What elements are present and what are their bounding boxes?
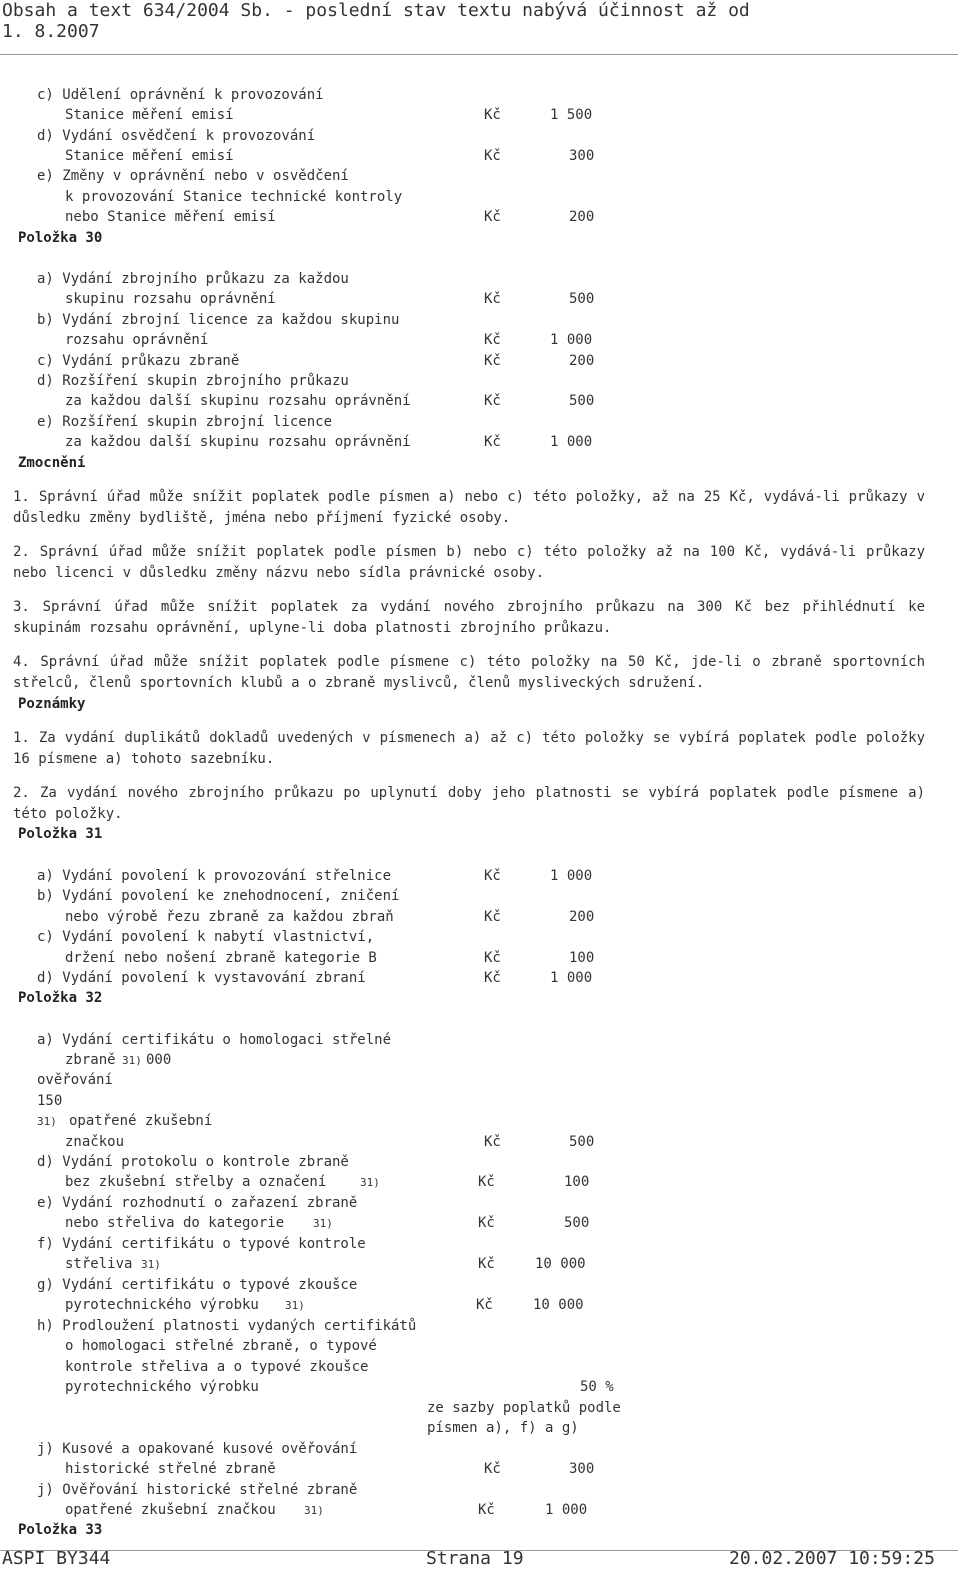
text-line: Kč [484, 107, 501, 123]
section-heading: Poznámky [18, 696, 86, 712]
text-line: 200 [569, 909, 595, 925]
text-line: značkou [65, 1134, 125, 1150]
text-line: d) Vydání protokolu o kontrole zbraně [37, 1154, 349, 1170]
text-line: e) Změny v oprávnění nebo v osvědčení [37, 168, 349, 184]
text-line: písmen a), f) a g) [427, 1420, 579, 1436]
text-line: nebo výrobě řezu zbraně za každou zbraň [65, 909, 394, 925]
text-line: a) Vydání povolení k provozování střelnice [37, 868, 392, 884]
text-line: Kč [484, 393, 501, 409]
text-line: Kč [484, 909, 501, 925]
text-line: 1 000 [550, 970, 593, 986]
text-line: Kč [484, 1134, 501, 1150]
text-line: 10 000 [533, 1297, 584, 1313]
text-line: pyrotechnického výrobku [65, 1297, 259, 1313]
text-line: 1 000 [550, 868, 593, 884]
section-heading: Položka 31 [18, 826, 103, 842]
text-line: f) Vydání certifikátu o typové kontrole [37, 1236, 366, 1252]
text-line: skupinu rozsahu oprávnění [65, 291, 276, 307]
text-line: nebo Stanice měření emisí [65, 209, 276, 225]
text-line: Kč [484, 868, 501, 884]
text-line: Kč [484, 209, 501, 225]
text-line: Kč [484, 332, 501, 348]
text-line: pyrotechnického výrobku [65, 1379, 259, 1395]
text-line: k provozování Stanice technické kontroly [65, 189, 403, 205]
header-date: 1. 8.2007 [2, 21, 100, 42]
text-line: 150 [37, 1093, 63, 1109]
text-line: Kč [478, 1256, 495, 1272]
text-line: Stanice měření emisí [65, 148, 234, 164]
text-line: j) Kusové a opakované kusové ověřování [37, 1441, 358, 1457]
text-line: 000 [146, 1052, 172, 1068]
footnote-ref: 31) [37, 1115, 57, 1128]
section-heading: Položka 33 [18, 1522, 103, 1538]
section-heading: Položka 30 [18, 230, 103, 246]
footnote-ref: 31) [304, 1504, 324, 1517]
text-line: 1 000 [545, 1502, 588, 1518]
text-line: 300 [569, 1461, 595, 1477]
text-line: g) Vydání certifikátu o typové zkoušce [37, 1277, 358, 1293]
text-line: držení nebo nošení zbraně kategorie B [65, 950, 377, 966]
text-line: 500 [564, 1215, 590, 1231]
text-line: b) Vydání zbrojní licence za každou skupinu [37, 312, 400, 328]
section-heading: Zmocnění [18, 455, 86, 471]
text-line: a) Vydání zbrojního průkazu za každou [37, 271, 349, 287]
paragraph: 2. Za vydání nového zbrojního průkazu po uplynutí doby jeho platnosti se vybírá poplatek podle písmene a) této položky. [13, 785, 925, 822]
text-line: c) Udělení oprávnění k provozování [37, 87, 324, 103]
text-line: 1 000 [550, 434, 593, 450]
text-line: kontrole střeliva a o typové zkoušce [65, 1359, 369, 1375]
paragraph: 3. Správní úřad může snížit poplatek za vydání nového zbrojního průkazu na 300 Kč bez přihlédnutí ke skupinám rozsahu oprávnění, uplyne-li doba platnosti zbrojního průkazu. [13, 599, 925, 636]
text-line: opatřené zkušební [69, 1113, 213, 1129]
text-line: 500 [569, 1134, 595, 1150]
text-line: bez zkušební střelby a označení [65, 1174, 327, 1190]
footer-timestamp: 20.02.2007 10:59:25 [729, 1548, 935, 1569]
text-line: za každou další skupinu rozsahu oprávnění [65, 434, 411, 450]
text-line: e) Rozšíření skupin zbrojní licence [37, 414, 333, 430]
footnote-ref: 31) [141, 1258, 161, 1271]
text-line: Kč [478, 1502, 495, 1518]
section-heading: Položka 32 [18, 990, 103, 1006]
text-line: d) Vydání osvědčení k provozování [37, 128, 316, 144]
text-line: 1 500 [550, 107, 593, 123]
text-line: Kč [484, 950, 501, 966]
text-line: ze sazby poplatků podle [427, 1400, 621, 1416]
text-line: o homologaci střelné zbraně, o typové [65, 1338, 377, 1354]
text-line: d) Vydání povolení k vystavování zbraní [37, 970, 366, 986]
text-line: opatřené zkušební značkou [65, 1502, 276, 1518]
text-line: e) Vydání rozhodnutí o zařazení zbraně [37, 1195, 358, 1211]
text-line: 500 [569, 291, 595, 307]
text-line: Kč [476, 1297, 493, 1313]
text-line: 100 [564, 1174, 590, 1190]
text-line: c) Vydání průkazu zbraně [37, 353, 240, 369]
text-line: Kč [484, 353, 501, 369]
text-line: ověřování [37, 1072, 113, 1088]
text-line: 100 [569, 950, 595, 966]
footnote-ref: 31) [360, 1176, 380, 1189]
text-line: Kč [484, 1461, 501, 1477]
footer-page-number: Strana 19 [426, 1548, 524, 1569]
text-line: Kč [478, 1215, 495, 1231]
document-header [2, 0, 750, 42]
paragraph: 1. Za vydání duplikátů dokladů uvedených v písmenech a) až c) této položky se vybírá poplatek podle položky 16 písmene a) tohoto sazebníku. [13, 730, 925, 767]
text-line: b) Vydání povolení ke znehodnocení, zničení [37, 888, 400, 904]
text-line: střeliva [65, 1256, 133, 1272]
text-line: j) Ověřování historické střelné zbraně [37, 1482, 358, 1498]
footnote-ref: 31) [122, 1054, 142, 1067]
text-line: Kč [484, 291, 501, 307]
text-line: historické střelné zbraně [65, 1461, 276, 1477]
text-line: Stanice měření emisí [65, 107, 234, 123]
text-line: Kč [478, 1174, 495, 1190]
text-line: 50 % [580, 1379, 614, 1395]
text-line: d) Rozšíření skupin zbrojního průkazu [37, 373, 349, 389]
text-line: a) Vydání certifikátu o homologaci střelné [37, 1032, 392, 1048]
footer-source: ASPI BY344 [2, 1548, 111, 1569]
text-line: 200 [569, 209, 595, 225]
text-line: 1 000 [550, 332, 593, 348]
text-line: c) Vydání povolení k nabytí vlastnictví, [37, 929, 375, 945]
text-line: Kč [484, 148, 501, 164]
text-line: h) Prodloužení platnosti vydaných certifikátů [37, 1318, 417, 1334]
header-divider [0, 54, 958, 55]
footnote-ref: 31) [285, 1299, 305, 1312]
header-title: Obsah a text 634/2004 Sb. - poslední stav textu nabývá účinnost až od [2, 0, 750, 21]
text-line: rozsahu oprávnění [65, 332, 209, 348]
footnote-ref: 31) [313, 1217, 333, 1230]
text-line: za každou další skupinu rozsahu oprávnění [65, 393, 411, 409]
text-line: Kč [484, 434, 501, 450]
text-line: Kč [484, 970, 501, 986]
text-line: nebo střeliva do kategorie [65, 1215, 285, 1231]
paragraph: 4. Správní úřad může snížit poplatek podle písmene c) této položky na 50 Kč, jde-li o zbraně sportovních střelců, členů sportovních klubů a o zbraně myslivců, členů mysliveckých sdružení. [13, 654, 925, 691]
text-line: 200 [569, 353, 595, 369]
text-line: 500 [569, 393, 595, 409]
text-line: zbraně [65, 1052, 116, 1068]
paragraph: 1. Správní úřad může snížit poplatek podle písmen a) nebo c) této položky, až na 25 Kč, vydává-li průkazy v důsledku změny bydliště, jména nebo příjmení fyzické osoby. [13, 489, 925, 526]
paragraph: 2. Správní úřad může snížit poplatek podle písmen b) nebo c) této položky až na 100 Kč, vydává-li průkazy nebo licenci v důsledku změny názvu nebo sídla právnické osoby. [13, 544, 925, 581]
text-line: 10 000 [535, 1256, 586, 1272]
text-line: 300 [569, 148, 595, 164]
